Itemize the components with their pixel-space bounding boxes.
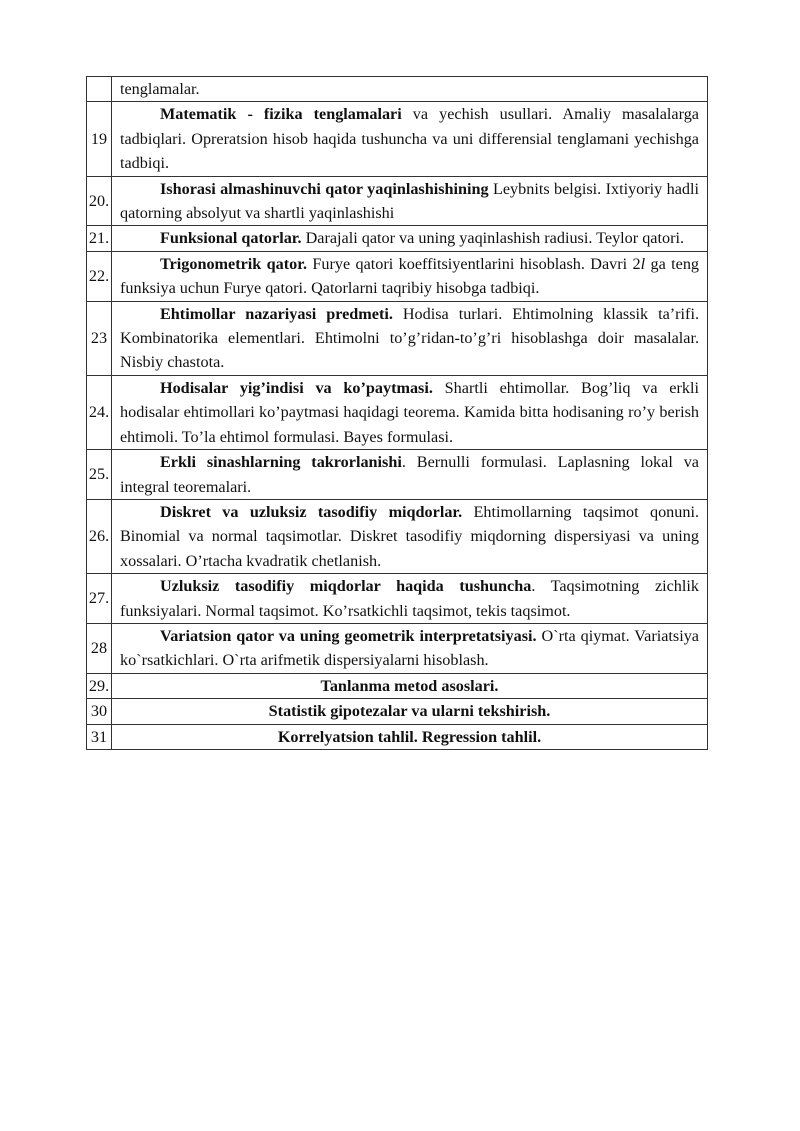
row-body: Leybnits belgisi. Ixtiyoriy hadli qatorning absolyut va shartli yaqinlashishi: [120, 179, 699, 223]
table-row: [87, 673, 708, 698]
row-body: tenglamalar.: [120, 80, 200, 98]
row-body: . Taqsimotning zichlik funksiyalari. Normal taqsimot. Ko’rsatkichli taqsimot, tekis taqsimot.: [120, 577, 699, 620]
row-heading: Ehtimollar nazariyasi predmeti.: [160, 304, 393, 323]
table-row: [87, 301, 708, 375]
table-row: [87, 77, 708, 102]
table-row: [87, 375, 708, 449]
row-number: [87, 77, 112, 102]
row-content: [112, 499, 708, 573]
row-number: 29.: [87, 673, 112, 698]
table-row: [87, 251, 708, 301]
table-row: [87, 450, 708, 500]
row-heading: Ishorasi almashinuvchi qator yaqinlashishining: [160, 179, 489, 198]
row-body-continued: ga teng funksiya uchun Furye qatori. Qatorlarni taqribiy hisobga tadbiqi.: [120, 254, 700, 298]
row-body-italic: l: [640, 254, 646, 273]
row-number: 22.: [87, 251, 112, 301]
row-heading: Variatsion qator va uning geometrik interpretatsiyasi.: [160, 626, 537, 645]
row-content: [112, 301, 708, 375]
row-number: 24.: [87, 375, 112, 449]
row-number: 31: [87, 724, 112, 749]
row-heading: Matematik - fizika tenglamalari: [160, 105, 402, 124]
row-heading: Erkli sinashlarning takrorlanishi: [160, 453, 402, 472]
row-number: 25.: [87, 450, 112, 500]
row-number: 23: [87, 301, 112, 375]
row-heading: Uzluksiz tasodifiy miqdorlar haqida tushuncha: [160, 577, 532, 596]
row-number: 30: [87, 699, 112, 724]
table-row: [87, 102, 708, 176]
row-content: [112, 77, 708, 102]
row-content: [112, 176, 708, 226]
row-heading: Diskret va uzluksiz tasodifiy miqdorlar.: [160, 502, 463, 521]
row-body: O`rta qiymat. Variatsiya ko`rsatkichlari. O`rta arifmetik dispersiyalarni hisoblash.: [120, 626, 699, 670]
row-number: 27.: [87, 574, 112, 624]
row-body: Shartli ehtimollar. Bog’liq va erkli hodisalar ehtimollari ko’paytmasi haqidagi teorema. Kamida bitta hodisaning ro’y berish ehtimoli. To’la ehtimol formulasi. Bayes formulasi.: [120, 378, 699, 446]
row-number: 19: [87, 102, 112, 176]
row-number: 26.: [87, 499, 112, 573]
row-heading: Hodisalar yig’indisi va ko’paytmasi.: [160, 378, 433, 397]
row-number: 28: [87, 623, 112, 673]
table-row: [87, 574, 708, 624]
table-row: [87, 724, 708, 749]
row-heading: Trigonometrik qator.: [160, 254, 308, 273]
row-content: [112, 251, 708, 301]
table-row: [87, 499, 708, 573]
row-body: Hodisa turlari. Ehtimolning klassik ta’rifi. Kombinatorika elementlari. Ehtimolni to’g’ridan-to’g’ri hisoblashga doir masalalar. Nisbiy chastota.: [120, 304, 699, 372]
row-content: [112, 450, 708, 500]
table-row: [87, 623, 708, 673]
row-body: Furye qatori koeffitsiyentlarini hisoblash. Davri 2: [307, 254, 641, 273]
row-content: [112, 623, 708, 673]
row-title: Statistik gipotezalar va ularni tekshirish.: [112, 699, 708, 724]
row-content: [112, 102, 708, 176]
table-row: [87, 699, 708, 724]
syllabus-table: [86, 76, 708, 750]
row-number: 20.: [87, 176, 112, 226]
row-number: 21.: [87, 226, 112, 251]
row-content: [112, 375, 708, 449]
row-title: Tanlanma metod asoslari.: [112, 673, 708, 698]
row-body: . Bernulli formulasi. Laplasning lokal va integral teoremalari.: [120, 453, 699, 496]
table-row: [87, 176, 708, 226]
row-content: [112, 574, 708, 624]
row-body: Darajali qator va uning yaqinlashish radiusi. Teylor qatori.: [301, 229, 685, 248]
row-heading: Funksional qatorlar.: [160, 229, 302, 248]
table-row: [87, 226, 708, 251]
row-body: va yechish usullari. Amaliy masalalarga tadbiqlari. Opreratsion hisob haqida tushuncha va uni differensial tenglamani yechishga tadbiqi.: [120, 105, 699, 173]
row-title: Korrelyatsion tahlil. Regression tahlil.: [112, 724, 708, 749]
row-body: Ehtimollarning taqsimot qonuni. Binomial va normal taqsimotlar. Diskret tasodifiy miqdorning dispersiyasi va uning xossalari. O’rtacha kvadratik chetlanish.: [120, 502, 699, 570]
row-content: [112, 226, 708, 251]
